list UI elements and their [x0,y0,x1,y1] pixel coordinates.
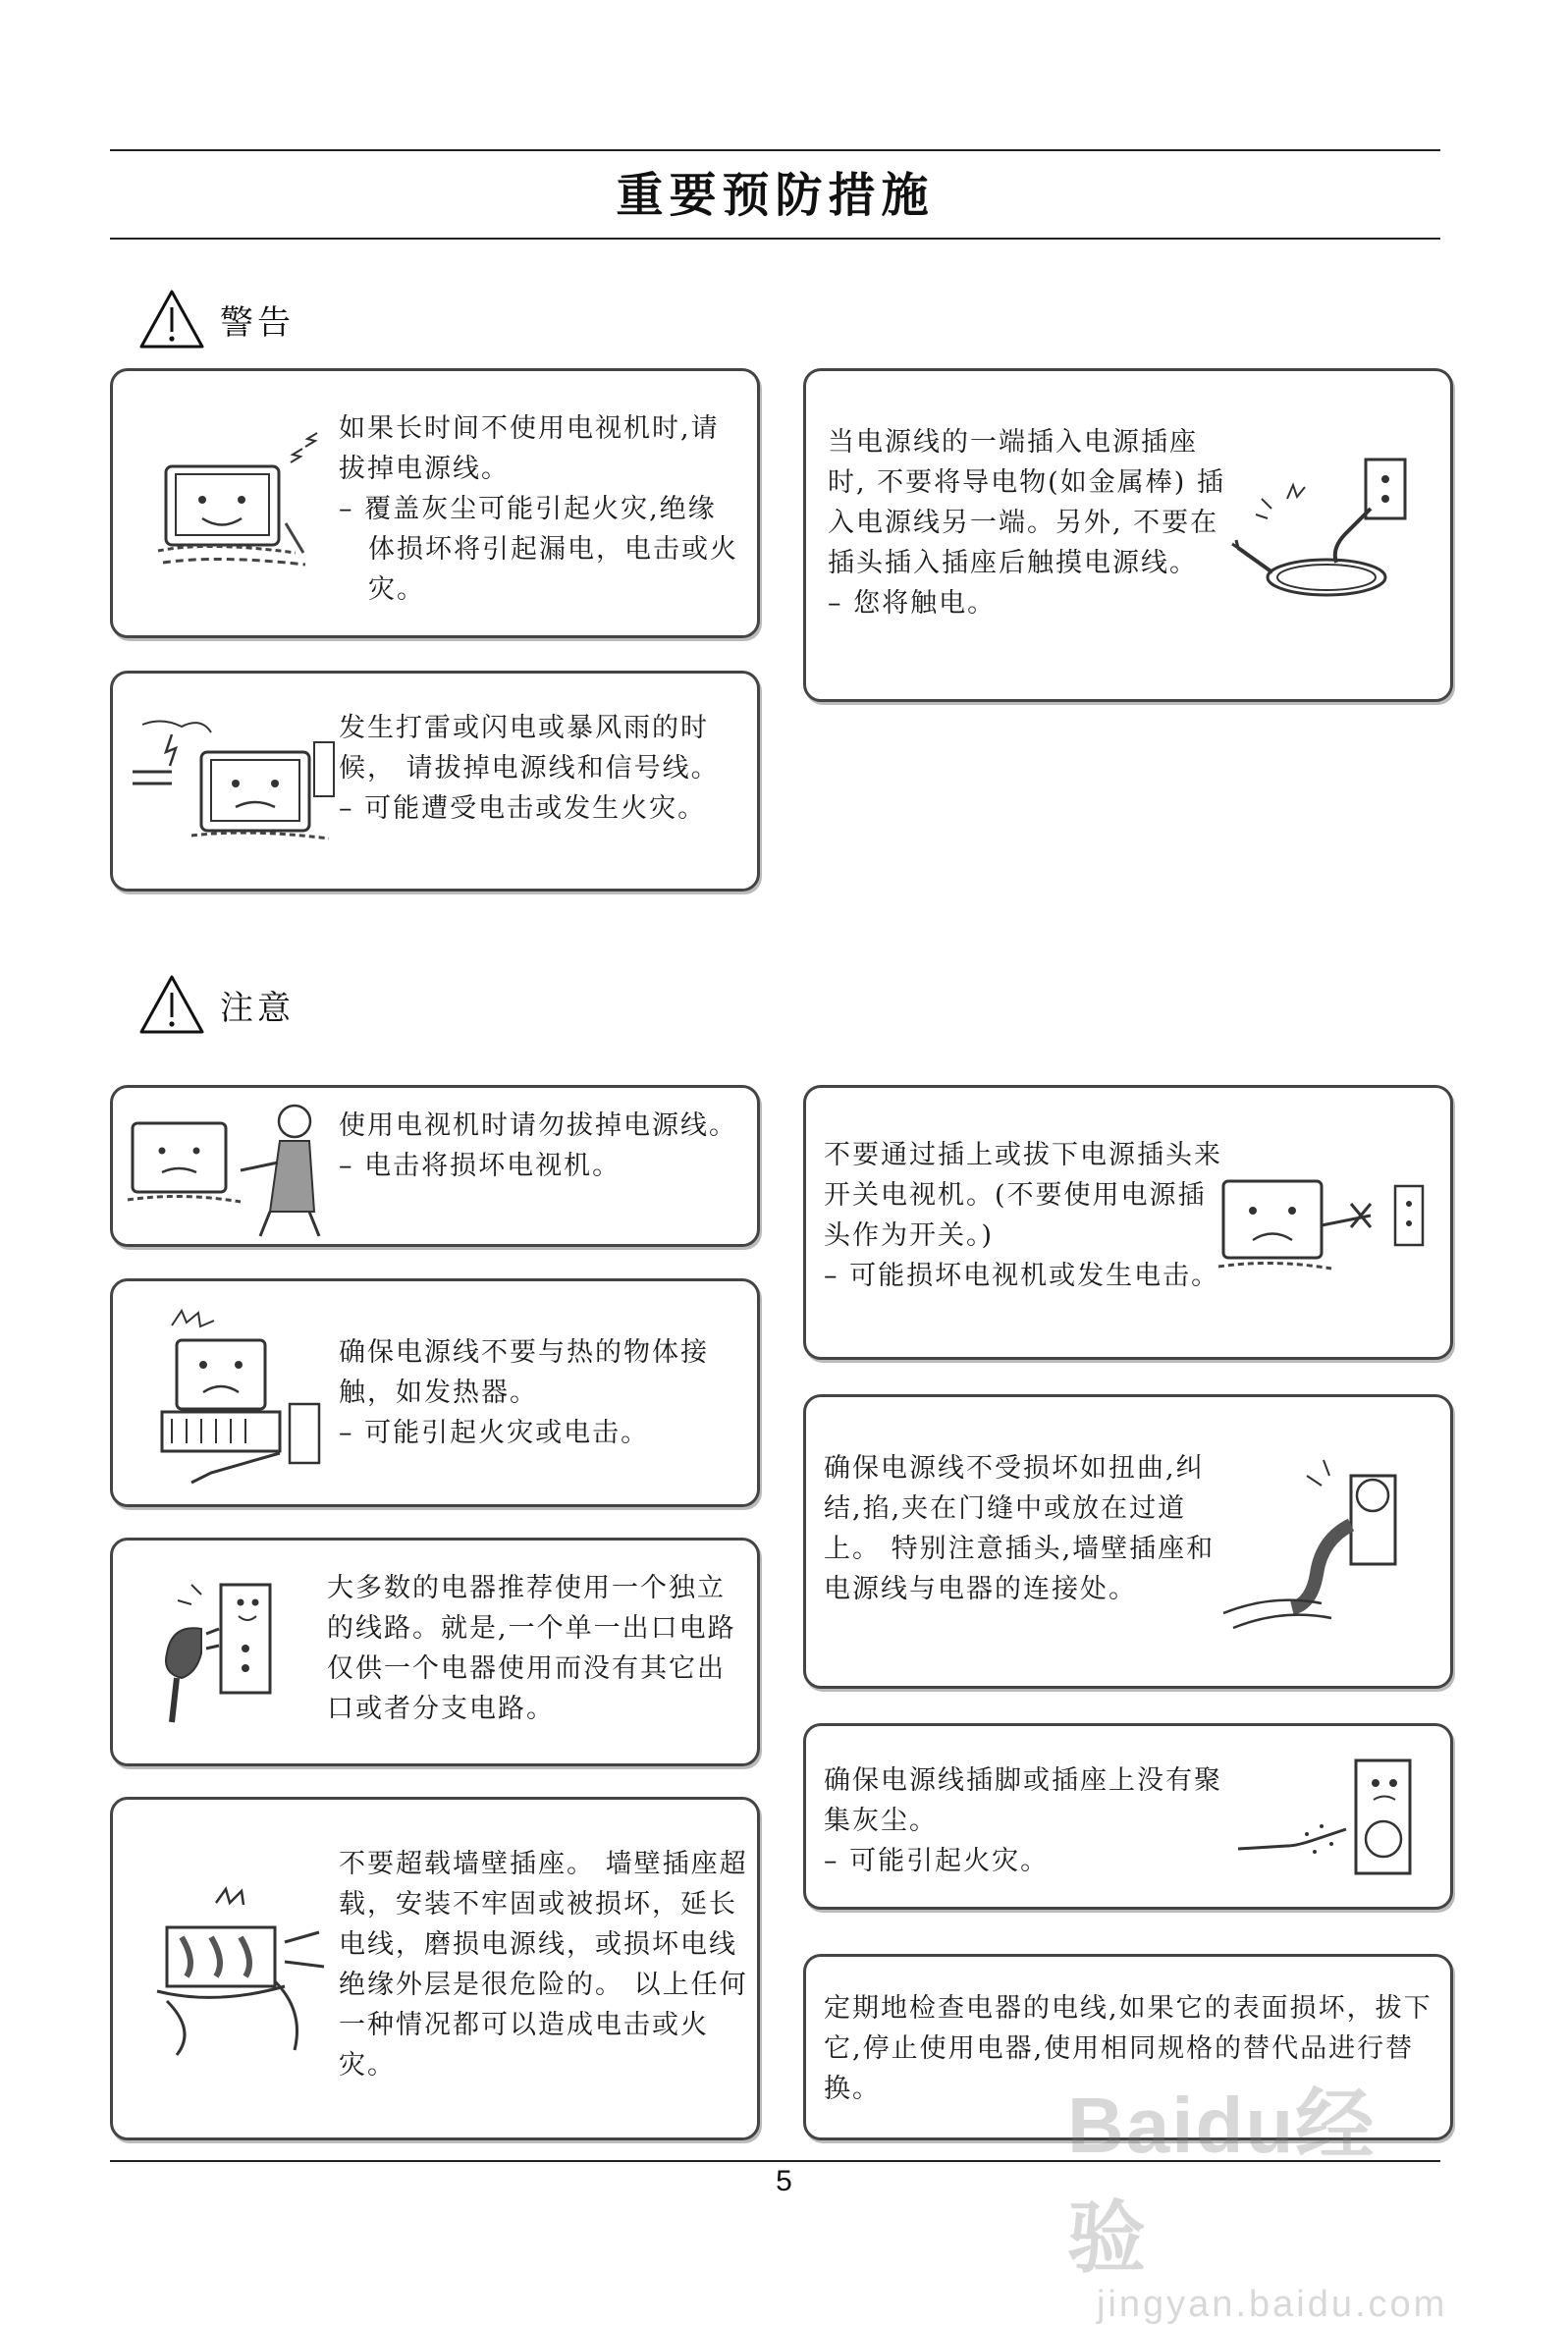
overloaded-outlet-icon [137,1883,334,2060]
caution-main: 定期地检查电器的电线,如果它的表面损坏，拔下它,停止使用电器,使用相同规格的替代品进行替换。 [824,1993,1433,2104]
caution-box-dust [803,1723,1453,1910]
title-rule [110,238,1440,240]
page-title: 重要预防措施 [616,168,935,223]
caution-text [339,1106,746,1186]
caution-box-unplug [110,1085,760,1247]
warning-main: 如果长时间不使用电视机时,请拔掉电源线。 [339,413,720,484]
watermark [1067,2062,1450,2325]
warning-label: 警告 [220,302,295,343]
caution-label: 注意 [220,988,295,1028]
warning-box-conductor [803,368,1453,702]
warning-note: – 覆盖灰尘可能引起火灾,绝缘体损坏将引起漏电，电击或火灾。 [339,494,738,605]
warning-text [339,708,746,829]
plug-socket-icon [142,1575,319,1737]
warning-triangle-icon [137,288,206,351]
caution-note: – 电击将损坏电视机。 [339,1151,622,1181]
caution-text [824,1760,1226,1881]
caution-box-overload [110,1797,760,2140]
watermark-url: jingyan.baidu.com [1097,2284,1448,2325]
caution-box-heat [110,1278,760,1507]
warning-heading [137,285,295,353]
warning-box-lightning [110,671,760,892]
caution-main: 确保电源线插脚或插座上没有聚集灰尘。 [824,1765,1222,1836]
caution-note: – 可能引起火灾。 [824,1846,1050,1876]
caution-box-circuit [110,1538,760,1766]
tv-lightning-icon [133,713,339,860]
caution-text [339,1332,746,1453]
warning-note: – 可能遭受电击或发生火灾。 [339,793,707,824]
caution-heading [137,970,295,1039]
caution-text [824,1135,1226,1296]
caution-main: 使用电视机时请勿拔掉电源线。 [339,1110,737,1141]
warning-box-unused [110,368,760,638]
caution-text [327,1568,744,1729]
warning-main: 发生打雷或闪电或暴风雨的时候， 请拔掉电源线和信号线。 [339,713,720,784]
heater-tv-icon [133,1306,339,1488]
caution-triangle-icon [137,973,206,1036]
caution-text [339,1844,751,2085]
plug-cord-icon [1228,440,1425,617]
dusty-plug-icon [1228,1756,1434,1883]
watermark-logo: Baidu经验 [1067,2082,1377,2282]
caution-note: – 可能引起火灾或电击。 [339,1418,650,1448]
caution-box-switch [803,1085,1453,1360]
caution-main: 不要超载墙壁插座。 墙壁插座超载，安装不牢固或被损坏，延长电线，磨损电源线，或损坏电线绝缘外层是很危险的。 以上任何一种情况都可以造成电击或火灾。 [339,1849,748,2081]
caution-main: 确保电源线不受损坏如扭曲,纠结,掐,夹在门缝中或放在过道上。 特别注意插头,墙壁插座和电源线与电器的连接处。 [824,1453,1216,1604]
caution-main: 确保电源线不要与热的物体接触，如发热器。 [339,1337,709,1408]
caution-main: 大多数的电器推荐使用一个独立的线路。就是,一个单一出口电路仅供一个电器使用而没有其它出口或者分支电路。 [327,1573,736,1724]
top-rule [110,149,1440,151]
warning-main: 当电源线的一端插入电源插座时, 不要将导电物(如金属棒) 插入电源线另一端。另外, 不要在插头插入插座后触摸电源线。 [828,427,1225,578]
tv-person-icon [123,1094,339,1241]
tv-unplug-icon [1214,1166,1434,1294]
page-number: 5 [776,2165,792,2197]
caution-text [824,1448,1236,1609]
plug-pinch-icon [1214,1446,1439,1643]
warning-text [339,408,741,610]
warning-text [828,422,1230,623]
caution-box-cord-damage [803,1394,1453,1689]
caution-main: 不要通过插上或拔下电源插头来开关电视机。(不要使用电源插头作为开关。) [824,1140,1222,1251]
tv-sleeping-icon [148,425,335,582]
caution-note: – 可能损坏电视机或发生电击。 [824,1261,1220,1291]
warning-note: – 您将触电。 [828,588,997,619]
